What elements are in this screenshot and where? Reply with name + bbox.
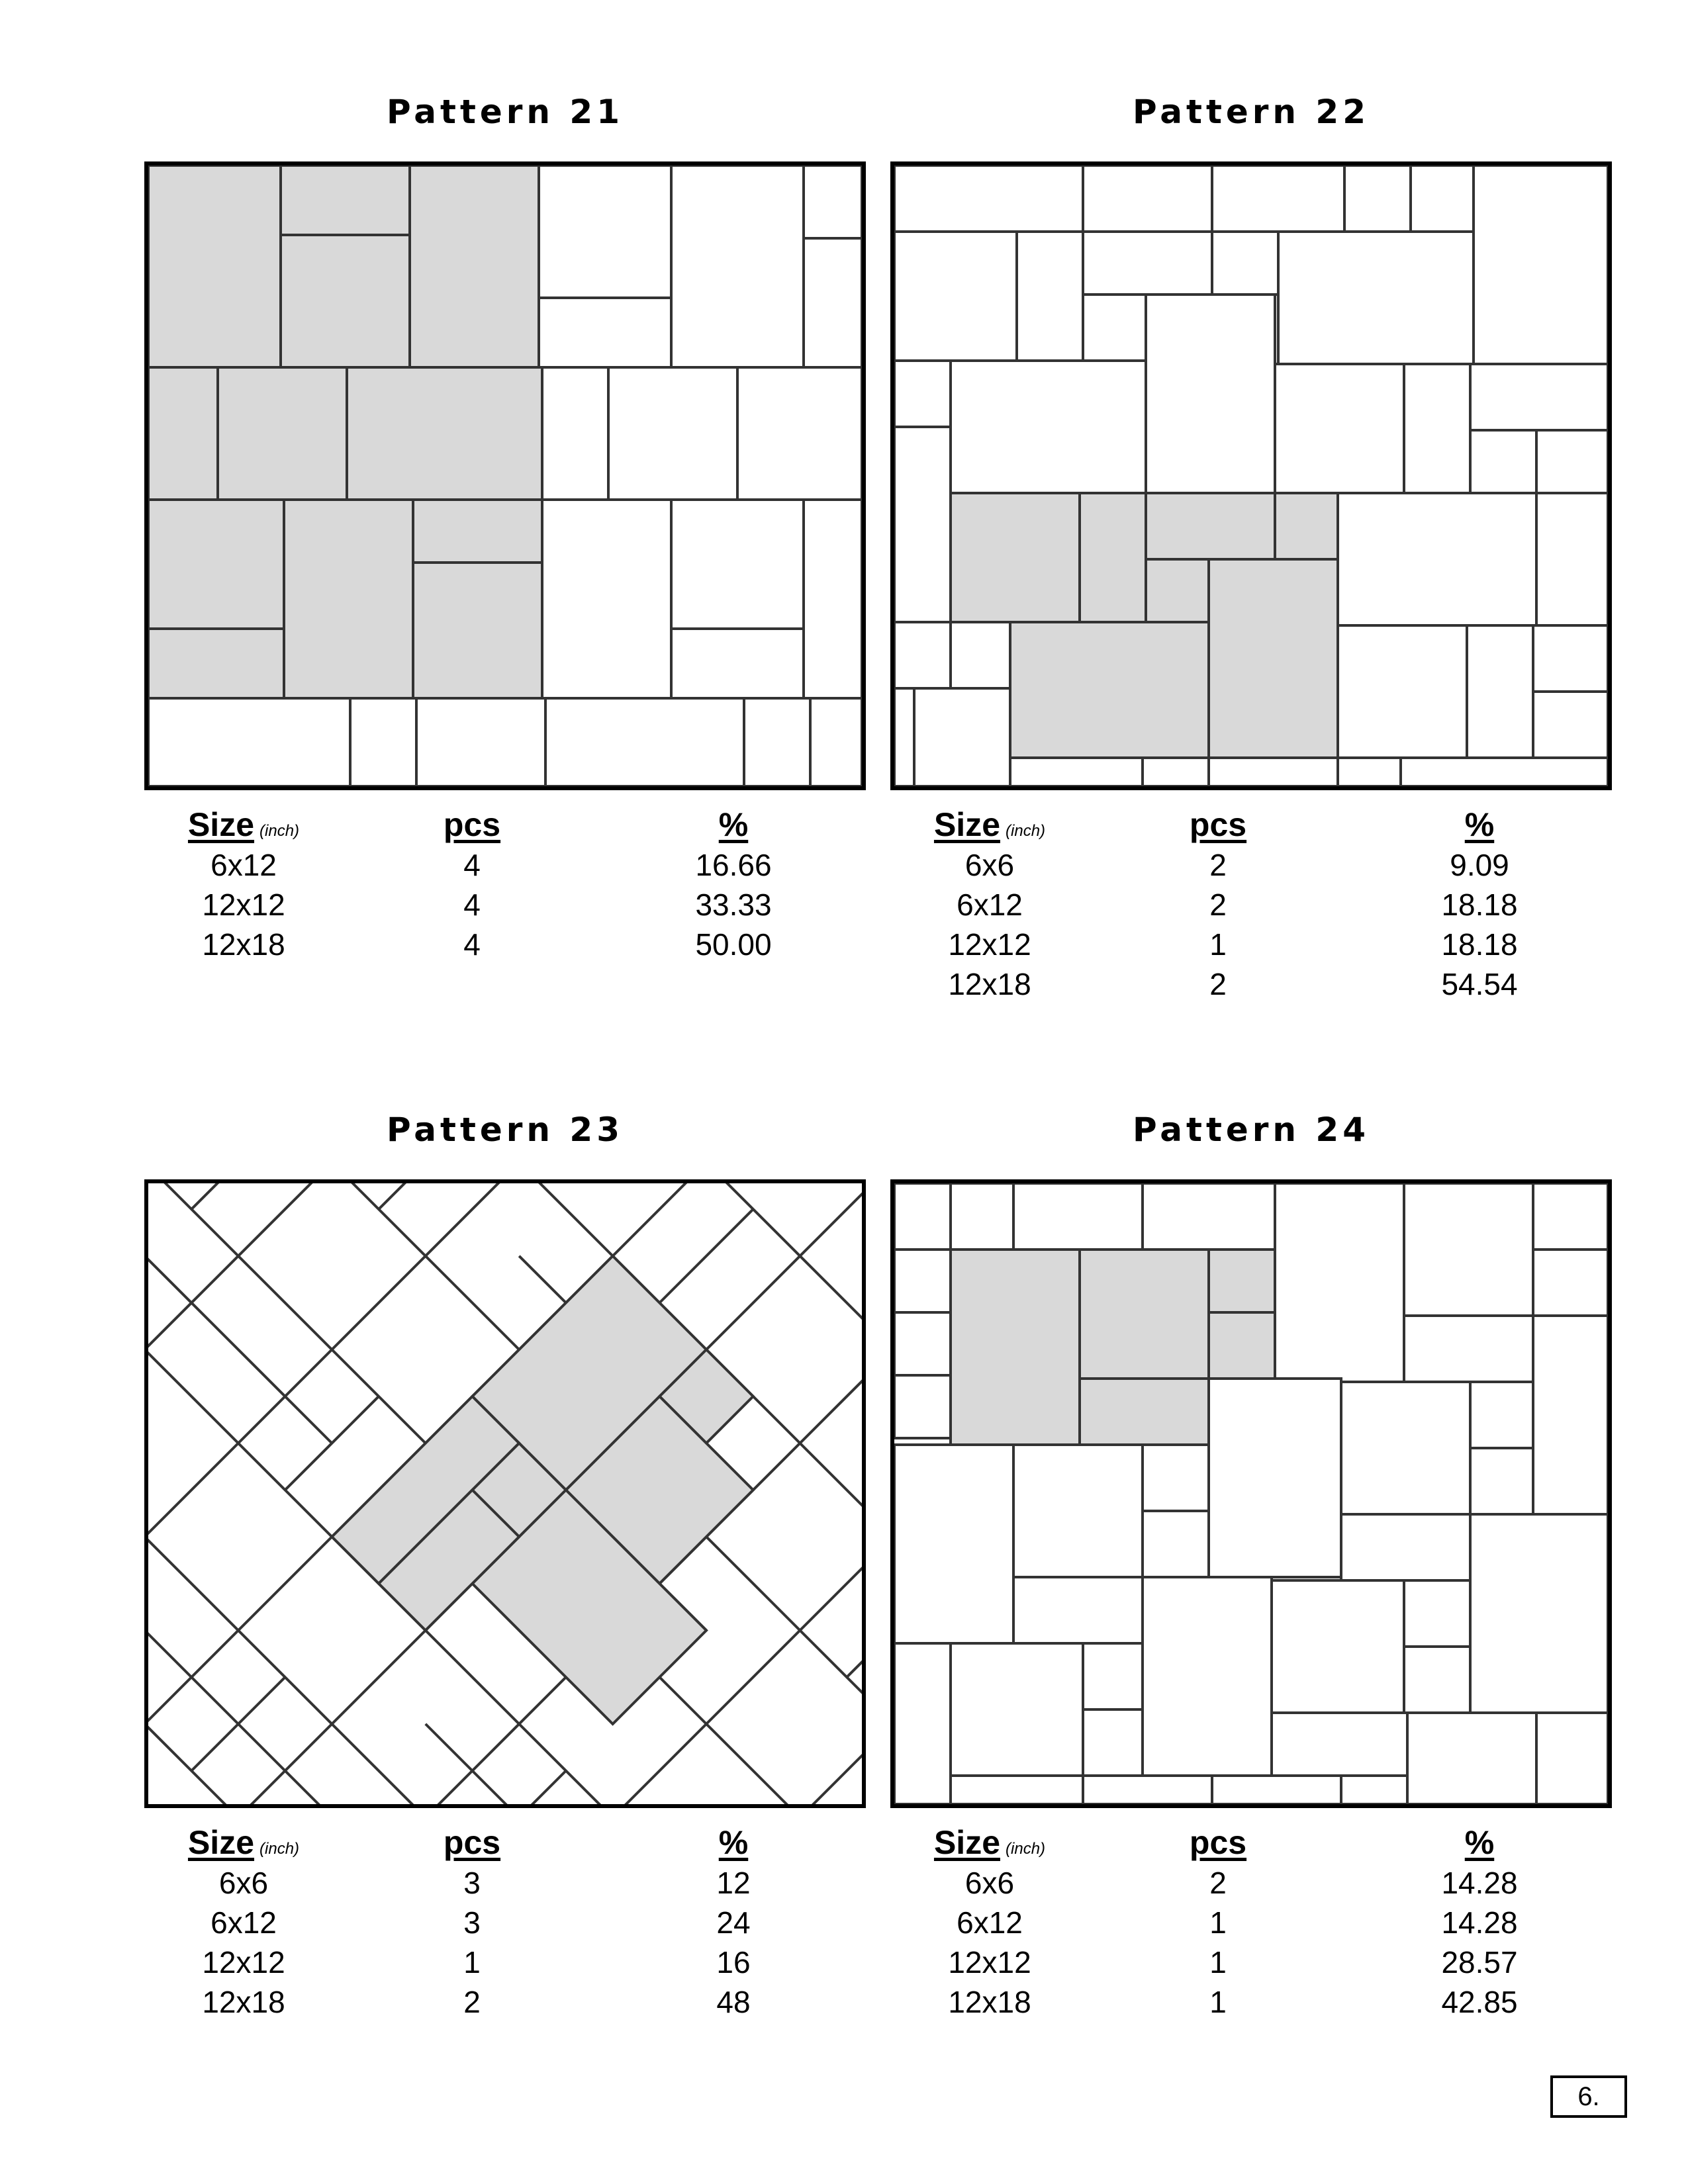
tile: [1341, 1382, 1470, 1514]
tile: [1338, 493, 1536, 625]
tile: [737, 367, 862, 500]
size-header: Size (inch): [933, 1824, 1046, 1861]
tile: [1401, 758, 1608, 786]
tile: [671, 500, 804, 629]
tile: [1470, 430, 1536, 493]
size-cell: 12x18: [202, 1985, 285, 2019]
tile: [810, 698, 862, 786]
highlighted-tile: [1209, 1312, 1275, 1379]
tile: [1272, 1713, 1407, 1776]
highlighted-tile: [1010, 622, 1209, 758]
tile: [1338, 625, 1467, 758]
pcs-cell: 2: [463, 1985, 481, 2019]
highlighted-tile: [1275, 493, 1338, 559]
tile: [951, 1776, 1083, 1804]
pattern-21-diagram: [144, 161, 866, 790]
size-cell: 12x12: [202, 1945, 285, 1979]
tile: [1083, 295, 1146, 361]
percent-cell: 16: [716, 1945, 751, 1979]
pcs-cell: 2: [1209, 1866, 1227, 1900]
highlighted-tile: [148, 500, 284, 629]
tile: [1470, 1448, 1533, 1514]
percent-cell: 28.57: [1441, 1945, 1518, 1979]
tile: [804, 500, 862, 698]
percent-cell: 50.00: [695, 927, 772, 962]
tile: [539, 298, 671, 367]
tile: [1533, 625, 1608, 692]
pcs-cell: 2: [1209, 848, 1227, 882]
highlighted-tile: [284, 500, 413, 698]
tile: [542, 367, 608, 500]
percent-cell: 18.18: [1441, 927, 1518, 962]
highlighted-tile: [281, 235, 410, 367]
tile: [1474, 165, 1608, 364]
tile: [1470, 364, 1608, 430]
table-row: [890, 845, 1612, 885]
table-header-row: [144, 804, 866, 845]
pattern-24-table: [890, 1822, 1612, 2022]
tile: [1083, 165, 1212, 232]
tile: [744, 698, 810, 786]
pattern-title: Pattern 22: [1133, 93, 1370, 131]
pcs-cell: 2: [1209, 967, 1227, 1001]
table-header-row: [144, 1822, 866, 1863]
size-cell: 6x6: [964, 1866, 1015, 1900]
tile: [1212, 165, 1344, 232]
percent-cell: 14.28: [1441, 1905, 1518, 1940]
tile: [894, 165, 1083, 232]
tile: [894, 622, 951, 688]
highlighted-tile: [1146, 493, 1275, 559]
percent-header: %: [718, 1824, 749, 1861]
tile: [608, 367, 737, 500]
tile: [1013, 1445, 1143, 1577]
highlighted-tile: [1209, 1250, 1275, 1312]
tile: [1275, 1183, 1404, 1382]
size-cell: 12x18: [948, 967, 1031, 1001]
tile: [416, 698, 545, 786]
highlighted-tile: [1080, 1379, 1209, 1445]
size-cell: 12x12: [202, 887, 285, 922]
pcs-cell: 1: [1209, 927, 1227, 962]
highlighted-tile: [413, 563, 542, 698]
pcs-cell: 4: [463, 927, 481, 962]
tile: [1533, 1183, 1608, 1250]
tile: [1209, 758, 1338, 786]
tile: [951, 1183, 1013, 1250]
pattern-21-table: [144, 804, 866, 964]
highlighted-tile: [1146, 559, 1209, 622]
pcs-header: pcs: [1189, 1824, 1247, 1861]
tile: [539, 165, 671, 298]
size-cell: 6x12: [211, 1905, 277, 1940]
unit-label: (inch): [259, 822, 300, 840]
tile: [804, 238, 862, 367]
tile: [1341, 1514, 1470, 1580]
pcs-cell: 1: [463, 1945, 481, 1979]
pattern-24-diagram: [890, 1179, 1612, 1808]
page-number: 6.: [1550, 2075, 1627, 2118]
table-row: [890, 964, 1612, 1004]
tile: [1013, 1577, 1143, 1643]
pcs-cell: 2: [1209, 887, 1227, 922]
percent-header: %: [718, 806, 749, 843]
tile: [1209, 1379, 1341, 1577]
tile: [1536, 493, 1608, 625]
unit-label: (inch): [259, 1840, 300, 1858]
size-header: Size (inch): [187, 1824, 300, 1861]
tile: [1143, 1445, 1209, 1511]
highlighted-tile: [148, 629, 284, 698]
tile: [671, 629, 804, 698]
pcs-cell: 3: [463, 1866, 481, 1900]
table-row: [144, 1903, 866, 1942]
table-row: [144, 1942, 866, 1982]
tile: [542, 500, 671, 698]
tile: [1411, 165, 1474, 232]
highlighted-tile: [281, 165, 410, 235]
tile: [1212, 1776, 1341, 1804]
pcs-cell: 4: [463, 848, 481, 882]
percent-cell: 33.33: [695, 887, 772, 922]
percent-cell: 14.28: [1441, 1866, 1518, 1900]
tile: [1533, 692, 1608, 758]
size-header: Size (inch): [933, 806, 1046, 843]
tile: [1013, 1183, 1143, 1250]
table-row: [144, 925, 866, 964]
highlighted-tile: [410, 165, 539, 367]
tile: [350, 698, 416, 786]
tile: [1272, 1580, 1404, 1713]
tile: [894, 1312, 951, 1375]
tile: [1533, 1316, 1608, 1514]
tile: [1470, 1514, 1608, 1713]
table-row: [890, 1903, 1612, 1942]
unit-label: (inch): [1006, 1840, 1046, 1858]
tile: [1341, 1776, 1407, 1804]
pattern-title: Pattern 21: [387, 93, 624, 131]
tile: [1344, 165, 1411, 232]
table-row: [144, 1982, 866, 2022]
table-row: [890, 1982, 1612, 2022]
tile: [894, 1643, 951, 1804]
tile: [1338, 758, 1401, 786]
tile: [1083, 232, 1212, 295]
percent-cell: 48: [716, 1985, 751, 2019]
tile: [1467, 625, 1533, 758]
highlighted-tile: [1080, 1250, 1209, 1379]
size-header: Size (inch): [187, 806, 300, 843]
tile: [148, 698, 350, 786]
highlighted-tile: [1209, 559, 1338, 758]
tile-layout-21: [148, 165, 862, 786]
tile: [951, 1643, 1083, 1776]
tile: [1536, 430, 1608, 493]
tile: [1143, 1577, 1272, 1776]
size-cell: 6x12: [957, 1905, 1023, 1940]
table-row: [890, 1863, 1612, 1903]
size-cell: 12x18: [202, 927, 285, 962]
tile: [894, 688, 914, 786]
percent-cell: 16.66: [695, 848, 772, 882]
tile: [1404, 1316, 1533, 1382]
tile: [951, 622, 1010, 688]
pcs-cell: 1: [1209, 1905, 1227, 1940]
size-cell: 12x12: [948, 1945, 1031, 1979]
pattern-title: Pattern 23: [387, 1111, 624, 1149]
pattern-22-table: [890, 804, 1612, 1004]
highlighted-tile: [1080, 493, 1146, 622]
tile: [1404, 1647, 1470, 1713]
tile: [1083, 1643, 1143, 1709]
tile: [1404, 1580, 1470, 1647]
tile: [1010, 758, 1143, 786]
percent-cell: 54.54: [1441, 967, 1518, 1001]
unit-label: (inch): [1006, 822, 1046, 840]
tile: [894, 1445, 1013, 1643]
tile: [894, 1375, 951, 1438]
tile: [914, 688, 1010, 786]
tile: [1536, 1713, 1608, 1804]
tile: [1407, 1713, 1536, 1804]
highlighted-tile: [347, 367, 542, 500]
tile: [1404, 364, 1470, 493]
tile: [951, 361, 1146, 493]
size-cell: 6x12: [211, 848, 277, 882]
pattern-23-diagram: [144, 1179, 866, 1808]
percent-header: %: [1464, 806, 1495, 843]
tile: [1017, 232, 1083, 361]
tile: [894, 1250, 951, 1312]
size-cell: 12x18: [948, 1985, 1031, 2019]
table-row: [890, 925, 1612, 964]
tile: [894, 1183, 951, 1250]
pcs-header: pcs: [443, 1824, 501, 1861]
tile: [1083, 1709, 1143, 1776]
table-header-row: [890, 804, 1612, 845]
highlighted-tile: [413, 500, 542, 563]
tile: [804, 165, 862, 238]
highlighted-tile: [148, 367, 218, 500]
table-row: [144, 1863, 866, 1903]
tile: [1083, 1776, 1212, 1804]
pcs-header: pcs: [443, 806, 501, 843]
tile: [894, 361, 951, 427]
percent-cell: 42.85: [1441, 1985, 1518, 2019]
size-cell: 12x12: [948, 927, 1031, 962]
table-row: [144, 845, 866, 885]
table-row: [890, 885, 1612, 925]
highlighted-tile: [148, 165, 281, 367]
tile: [1404, 1183, 1533, 1316]
pattern-22-diagram: [890, 161, 1612, 790]
tile: [1143, 758, 1209, 786]
tile: [1275, 364, 1404, 493]
tile: [1143, 1511, 1209, 1577]
pcs-cell: 3: [463, 1905, 481, 1940]
pcs-header: pcs: [1189, 806, 1247, 843]
pattern-title: Pattern 24: [1133, 1111, 1370, 1149]
tile: [1212, 232, 1278, 295]
size-cell: 6x6: [964, 848, 1015, 882]
pcs-cell: 1: [1209, 1985, 1227, 2019]
tile: [1143, 1183, 1275, 1250]
pcs-cell: 4: [463, 887, 481, 922]
table-header-row: [890, 1822, 1612, 1863]
tile: [545, 698, 744, 786]
highlighted-tile: [218, 367, 347, 500]
tile-layout-23: [148, 1183, 862, 1804]
tile: [671, 165, 804, 367]
percent-header: %: [1464, 1824, 1495, 1861]
percent-cell: 24: [716, 1905, 751, 1940]
table-row: [144, 885, 866, 925]
size-cell: 6x6: [218, 1866, 269, 1900]
tile: [894, 427, 951, 622]
tile: [1533, 1250, 1608, 1316]
tile-layout-22: [894, 165, 1608, 786]
table-row: [890, 1942, 1612, 1982]
tile-layout-24: [894, 1183, 1608, 1804]
percent-cell: 18.18: [1441, 887, 1518, 922]
tile: [1146, 295, 1275, 493]
tile: [1470, 1382, 1533, 1448]
highlighted-tile: [951, 493, 1080, 622]
tile: [894, 232, 1017, 361]
percent-cell: 9.09: [1450, 848, 1509, 882]
pattern-23-table: [144, 1822, 866, 2022]
pcs-cell: 1: [1209, 1945, 1227, 1979]
percent-cell: 12: [716, 1866, 751, 1900]
size-cell: 6x12: [957, 887, 1023, 922]
